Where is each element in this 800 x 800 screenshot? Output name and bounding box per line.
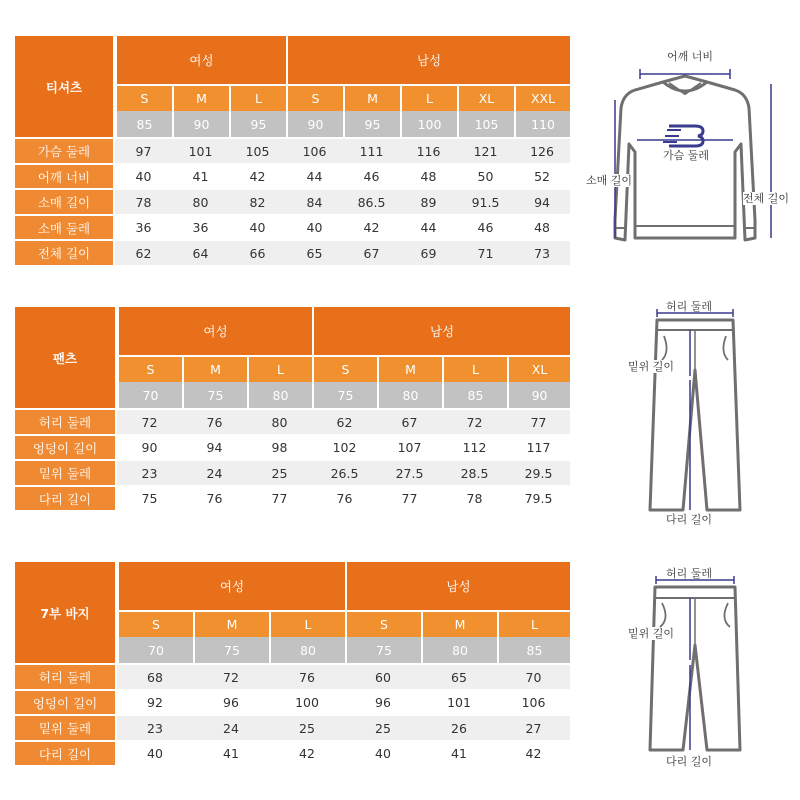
table-cell: 46 xyxy=(343,163,400,188)
waist-label: 허리 둘레 xyxy=(666,567,713,580)
pants-men-header: 남성 xyxy=(312,307,570,357)
table-cell: 46 xyxy=(457,214,514,239)
size-label: L xyxy=(497,612,570,637)
size-number: 95 xyxy=(229,111,286,137)
table-cell: 96 xyxy=(193,689,269,714)
size-label: L xyxy=(400,86,457,111)
pants-measurement-diagram xyxy=(620,300,770,530)
table-cell: 41 xyxy=(421,740,497,765)
table-cell: 66 xyxy=(229,239,286,265)
size-number: 90 xyxy=(172,111,229,137)
table-row xyxy=(15,689,570,714)
table-cell: 25 xyxy=(269,714,345,740)
size-number: 70 xyxy=(117,637,193,663)
size-number: 75 xyxy=(193,637,269,663)
table-cell: 100 xyxy=(269,689,345,714)
capri-size-table xyxy=(15,562,570,765)
table-cell: 70 xyxy=(497,663,570,689)
size-label: L xyxy=(269,612,345,637)
table-cell: 40 xyxy=(229,214,286,239)
table-cell: 23 xyxy=(117,714,193,740)
size-number: 75 xyxy=(182,382,247,408)
table-cell: 106 xyxy=(286,137,343,163)
table-cell: 79.5 xyxy=(507,485,570,510)
table-cell: 101 xyxy=(172,137,229,163)
rise-length-label: 밑위 길이 xyxy=(628,627,675,640)
table-cell: 73 xyxy=(514,239,570,265)
table-cell: 96 xyxy=(345,689,421,714)
table-cell: 29.5 xyxy=(507,459,570,485)
table-cell: 60 xyxy=(345,663,421,689)
table-row xyxy=(15,663,570,689)
size-number: 105 xyxy=(457,111,514,137)
table-cell: 91.5 xyxy=(457,188,514,214)
pants-women-header: 여성 xyxy=(117,307,312,357)
capri-pants-icon xyxy=(620,565,770,775)
table-cell: 106 xyxy=(497,689,570,714)
table-cell: 98 xyxy=(247,434,312,459)
table-cell: 42 xyxy=(229,163,286,188)
table-cell: 42 xyxy=(269,740,345,765)
table-cell: 48 xyxy=(514,214,570,239)
table-cell: 52 xyxy=(514,163,570,188)
size-number: 90 xyxy=(507,382,570,408)
table-cell: 76 xyxy=(269,663,345,689)
table-cell: 26 xyxy=(421,714,497,740)
table-cell: 40 xyxy=(115,163,172,188)
row-label: 소매 둘레 xyxy=(15,214,115,239)
size-label: L xyxy=(442,357,507,382)
tshirt-size-table-section xyxy=(15,36,570,265)
chest-label: 가슴 둘레 xyxy=(663,149,710,162)
size-label: L xyxy=(229,86,286,111)
capri-men-header: 남성 xyxy=(345,562,570,612)
size-number: 70 xyxy=(117,382,182,408)
size-label: S xyxy=(117,357,182,382)
size-label: M xyxy=(193,612,269,637)
table-cell: 68 xyxy=(117,663,193,689)
table-cell: 107 xyxy=(377,434,442,459)
table-cell: 80 xyxy=(247,408,312,434)
table-row xyxy=(15,408,570,434)
row-label: 다리 길이 xyxy=(15,740,117,765)
table-cell: 75 xyxy=(117,485,182,510)
row-label: 가슴 둘레 xyxy=(15,137,115,163)
table-cell: 126 xyxy=(514,137,570,163)
table-cell: 92 xyxy=(117,689,193,714)
size-label: M xyxy=(421,612,497,637)
table-cell: 71 xyxy=(457,239,514,265)
table-row xyxy=(15,740,570,765)
capri-table-title: 7부 바지 xyxy=(15,562,117,663)
table-cell: 41 xyxy=(172,163,229,188)
table-cell: 65 xyxy=(421,663,497,689)
size-number: 75 xyxy=(345,637,421,663)
table-cell: 65 xyxy=(286,239,343,265)
row-label: 다리 길이 xyxy=(15,485,117,510)
table-cell: 41 xyxy=(193,740,269,765)
pants-table-title: 팬츠 xyxy=(15,307,117,408)
size-label: XL xyxy=(507,357,570,382)
table-cell: 36 xyxy=(172,214,229,239)
tshirt-women-header: 여성 xyxy=(115,36,286,86)
table-cell: 62 xyxy=(115,239,172,265)
table-row xyxy=(15,137,570,163)
table-row xyxy=(15,163,570,188)
table-cell: 24 xyxy=(182,459,247,485)
size-label: XXL xyxy=(514,86,570,111)
size-label: S xyxy=(286,86,343,111)
table-cell: 36 xyxy=(115,214,172,239)
size-number: 80 xyxy=(269,637,345,663)
table-cell: 72 xyxy=(117,408,182,434)
table-cell: 76 xyxy=(182,408,247,434)
tshirt-size-table xyxy=(15,36,570,265)
table-cell: 44 xyxy=(286,163,343,188)
table-cell: 40 xyxy=(286,214,343,239)
table-cell: 76 xyxy=(182,485,247,510)
table-cell: 117 xyxy=(507,434,570,459)
table-cell: 78 xyxy=(115,188,172,214)
size-number: 85 xyxy=(115,111,172,137)
table-cell: 64 xyxy=(172,239,229,265)
leg-length-label: 다리 길이 xyxy=(666,513,713,526)
waist-label: 허리 둘레 xyxy=(666,300,713,313)
table-cell: 24 xyxy=(193,714,269,740)
size-number: 80 xyxy=(247,382,312,408)
table-row xyxy=(15,188,570,214)
sleeve-length-label: 소매 길이 xyxy=(586,174,633,187)
total-length-label: 전체 길이 xyxy=(743,192,790,205)
rise-length-label: 밑위 길이 xyxy=(628,360,675,373)
capri-measurement-diagram xyxy=(620,565,770,775)
size-label: S xyxy=(345,612,421,637)
table-cell: 102 xyxy=(312,434,377,459)
row-label: 밑위 둘레 xyxy=(15,459,117,485)
size-label: S xyxy=(312,357,377,382)
row-label: 엉덩이 길이 xyxy=(15,689,117,714)
tshirt-men-header: 남성 xyxy=(286,36,570,86)
size-number: 80 xyxy=(377,382,442,408)
size-number: 95 xyxy=(343,111,400,137)
row-label: 전체 길이 xyxy=(15,239,115,265)
table-cell: 42 xyxy=(343,214,400,239)
table-cell: 89 xyxy=(400,188,457,214)
size-label: L xyxy=(247,357,312,382)
table-cell: 48 xyxy=(400,163,457,188)
capri-women-header: 여성 xyxy=(117,562,345,612)
table-cell: 25 xyxy=(345,714,421,740)
table-cell: 116 xyxy=(400,137,457,163)
row-label: 허리 둘레 xyxy=(15,663,117,689)
table-cell: 121 xyxy=(457,137,514,163)
row-label: 어깨 너비 xyxy=(15,163,115,188)
table-cell: 42 xyxy=(497,740,570,765)
table-cell: 76 xyxy=(312,485,377,510)
capri-size-table-section xyxy=(15,562,570,765)
table-cell: 111 xyxy=(343,137,400,163)
row-label: 엉덩이 길이 xyxy=(15,434,117,459)
tshirt-table-title: 티셔츠 xyxy=(15,36,115,137)
row-label: 밑위 둘레 xyxy=(15,714,117,740)
table-cell: 72 xyxy=(442,408,507,434)
table-cell: 94 xyxy=(182,434,247,459)
leg-length-label: 다리 길이 xyxy=(666,755,713,768)
table-cell: 67 xyxy=(377,408,442,434)
table-cell: 69 xyxy=(400,239,457,265)
table-cell: 90 xyxy=(117,434,182,459)
size-number: 75 xyxy=(312,382,377,408)
table-cell: 40 xyxy=(117,740,193,765)
table-cell: 77 xyxy=(247,485,312,510)
table-cell: 78 xyxy=(442,485,507,510)
sweatshirt-measurement-diagram xyxy=(585,50,790,262)
size-label: M xyxy=(377,357,442,382)
pants-size-table xyxy=(15,307,570,510)
table-cell: 50 xyxy=(457,163,514,188)
table-cell: 62 xyxy=(312,408,377,434)
size-label: S xyxy=(115,86,172,111)
size-label: S xyxy=(117,612,193,637)
size-label: XL xyxy=(457,86,514,111)
table-cell: 80 xyxy=(172,188,229,214)
row-label: 소매 길이 xyxy=(15,188,115,214)
table-cell: 77 xyxy=(507,408,570,434)
table-row xyxy=(15,459,570,485)
table-cell: 27.5 xyxy=(377,459,442,485)
size-number: 85 xyxy=(442,382,507,408)
table-cell: 112 xyxy=(442,434,507,459)
table-row xyxy=(15,214,570,239)
pants-size-table-section xyxy=(15,307,570,510)
table-cell: 23 xyxy=(117,459,182,485)
table-cell: 72 xyxy=(193,663,269,689)
size-number: 110 xyxy=(514,111,570,137)
table-cell: 67 xyxy=(343,239,400,265)
table-cell: 25 xyxy=(247,459,312,485)
table-cell: 27 xyxy=(497,714,570,740)
size-number: 85 xyxy=(497,637,570,663)
size-label: M xyxy=(182,357,247,382)
table-row xyxy=(15,485,570,510)
table-row xyxy=(15,714,570,740)
table-cell: 40 xyxy=(345,740,421,765)
table-row xyxy=(15,239,570,265)
size-number: 90 xyxy=(286,111,343,137)
pants-icon xyxy=(620,300,770,530)
table-cell: 84 xyxy=(286,188,343,214)
size-number: 80 xyxy=(421,637,497,663)
table-cell: 101 xyxy=(421,689,497,714)
table-cell: 26.5 xyxy=(312,459,377,485)
table-cell: 77 xyxy=(377,485,442,510)
table-cell: 97 xyxy=(115,137,172,163)
table-cell: 94 xyxy=(514,188,570,214)
table-row xyxy=(15,434,570,459)
size-label: M xyxy=(172,86,229,111)
table-cell: 82 xyxy=(229,188,286,214)
table-cell: 44 xyxy=(400,214,457,239)
table-cell: 86.5 xyxy=(343,188,400,214)
row-label: 허리 둘레 xyxy=(15,408,117,434)
table-cell: 28.5 xyxy=(442,459,507,485)
size-label: M xyxy=(343,86,400,111)
table-cell: 105 xyxy=(229,137,286,163)
shoulder-width-label: 어깨 너비 xyxy=(667,50,714,63)
size-number: 100 xyxy=(400,111,457,137)
